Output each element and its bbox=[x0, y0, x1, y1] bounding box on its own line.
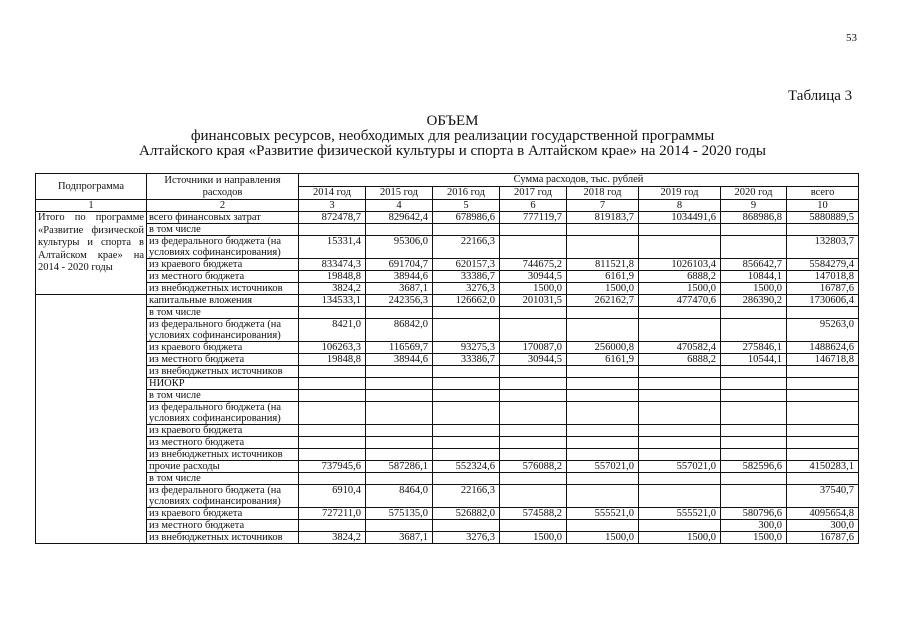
value-cell: 3824,2 bbox=[299, 532, 366, 544]
value-cell bbox=[639, 485, 721, 508]
value-cell: 620157,3 bbox=[433, 259, 500, 271]
value-cell bbox=[366, 366, 433, 378]
value-cell: 5880889,5 bbox=[787, 212, 859, 224]
value-cell: 3687,1 bbox=[366, 283, 433, 295]
value-cell bbox=[433, 378, 500, 390]
value-cell bbox=[299, 366, 366, 378]
table-row bbox=[36, 354, 859, 366]
value-cell: 1500,0 bbox=[567, 283, 639, 295]
value-cell bbox=[433, 473, 500, 485]
source-label: из местного бюджета bbox=[147, 437, 299, 449]
value-cell bbox=[567, 449, 639, 461]
table-row bbox=[36, 212, 859, 224]
value-cell: 737945,6 bbox=[299, 461, 366, 473]
source-label: НИОКР bbox=[147, 378, 299, 390]
value-cell: 10544,1 bbox=[721, 354, 787, 366]
value-cell bbox=[721, 378, 787, 390]
value-cell: 132803,7 bbox=[787, 236, 859, 259]
value-cell bbox=[433, 402, 500, 425]
value-cell: 582596,6 bbox=[721, 461, 787, 473]
value-cell bbox=[433, 437, 500, 449]
value-cell bbox=[567, 425, 639, 437]
value-cell: 1488624,6 bbox=[787, 342, 859, 354]
value-cell: 33386,7 bbox=[433, 271, 500, 283]
column-index: 1 bbox=[36, 200, 147, 212]
column-index: 5 bbox=[433, 200, 500, 212]
value-cell: 300,0 bbox=[787, 520, 859, 532]
value-cell bbox=[299, 520, 366, 532]
page-number: 53 bbox=[846, 32, 857, 44]
title-line-2: финансовых ресурсов, необходимых для реализации государственной программы bbox=[190, 128, 715, 144]
column-index: 4 bbox=[366, 200, 433, 212]
value-cell bbox=[366, 307, 433, 319]
value-cell: 574588,2 bbox=[500, 508, 567, 520]
value-cell: 95306,0 bbox=[366, 236, 433, 259]
value-cell bbox=[500, 473, 567, 485]
value-cell: 811521,8 bbox=[567, 259, 639, 271]
column-index: 7 bbox=[567, 200, 639, 212]
table-row bbox=[36, 366, 859, 378]
value-cell bbox=[366, 425, 433, 437]
year-header: 2019 год bbox=[639, 187, 721, 200]
value-cell: 691704,7 bbox=[366, 259, 433, 271]
value-cell bbox=[721, 366, 787, 378]
value-cell bbox=[639, 390, 721, 402]
value-cell: 6161,9 bbox=[567, 354, 639, 366]
table-row bbox=[36, 378, 859, 390]
value-cell: 1500,0 bbox=[721, 532, 787, 544]
source-label: из федерального бюджета (на условиях софинансирования) bbox=[147, 485, 299, 508]
value-cell bbox=[721, 485, 787, 508]
value-cell bbox=[567, 390, 639, 402]
value-cell: 106263,3 bbox=[299, 342, 366, 354]
document-title bbox=[0, 114, 905, 159]
source-label: в том числе bbox=[147, 224, 299, 236]
value-cell bbox=[433, 449, 500, 461]
value-cell bbox=[721, 390, 787, 402]
value-cell bbox=[787, 449, 859, 461]
value-cell bbox=[639, 224, 721, 236]
value-cell bbox=[500, 520, 567, 532]
value-cell bbox=[567, 224, 639, 236]
value-cell bbox=[500, 425, 567, 437]
value-cell: 1500,0 bbox=[500, 283, 567, 295]
value-cell: 170087,0 bbox=[500, 342, 567, 354]
value-cell bbox=[787, 366, 859, 378]
year-header: 2016 год bbox=[433, 187, 500, 200]
column-index: 6 bbox=[500, 200, 567, 212]
value-cell bbox=[567, 485, 639, 508]
value-cell: 19848,8 bbox=[299, 354, 366, 366]
value-cell bbox=[299, 307, 366, 319]
table-row bbox=[36, 437, 859, 449]
source-label: из внебюджетных источников bbox=[147, 283, 299, 295]
table-row bbox=[36, 259, 859, 271]
value-cell: 1500,0 bbox=[721, 283, 787, 295]
table-row bbox=[36, 508, 859, 520]
year-header: 2015 год bbox=[366, 187, 433, 200]
value-cell: 833474,3 bbox=[299, 259, 366, 271]
year-header: 2014 год bbox=[299, 187, 366, 200]
value-cell: 6910,4 bbox=[299, 485, 366, 508]
value-cell bbox=[721, 425, 787, 437]
value-cell: 868986,8 bbox=[721, 212, 787, 224]
value-cell: 744675,2 bbox=[500, 259, 567, 271]
source-label: из внебюджетных источников bbox=[147, 532, 299, 544]
value-cell: 1026103,4 bbox=[639, 259, 721, 271]
value-cell bbox=[500, 307, 567, 319]
value-cell: 30944,5 bbox=[500, 354, 567, 366]
value-cell bbox=[299, 425, 366, 437]
value-cell bbox=[366, 378, 433, 390]
value-cell: 10844,1 bbox=[721, 271, 787, 283]
value-cell: 856642,7 bbox=[721, 259, 787, 271]
source-label: из местного бюджета bbox=[147, 520, 299, 532]
value-cell bbox=[433, 319, 500, 342]
source-label: в том числе bbox=[147, 390, 299, 402]
title-line-1: ОБЪЕМ bbox=[426, 113, 479, 129]
value-cell: 555521,0 bbox=[567, 508, 639, 520]
value-cell: 15331,4 bbox=[299, 236, 366, 259]
source-label: из краевого бюджета bbox=[147, 259, 299, 271]
column-index-row bbox=[36, 200, 859, 212]
value-cell bbox=[500, 366, 567, 378]
value-cell bbox=[500, 437, 567, 449]
value-cell bbox=[433, 425, 500, 437]
value-cell bbox=[639, 425, 721, 437]
value-cell bbox=[500, 390, 567, 402]
value-cell: 872478,7 bbox=[299, 212, 366, 224]
value-cell: 3824,2 bbox=[299, 283, 366, 295]
value-cell bbox=[787, 402, 859, 425]
value-cell: 1500,0 bbox=[500, 532, 567, 544]
source-label: из федерального бюджета (на условиях софинансирования) bbox=[147, 402, 299, 425]
value-cell: 6888,2 bbox=[639, 271, 721, 283]
year-header: 2017 год bbox=[500, 187, 567, 200]
year-header: 2020 год bbox=[721, 187, 787, 200]
value-cell bbox=[721, 307, 787, 319]
value-cell: 38944,6 bbox=[366, 271, 433, 283]
value-cell: 5584279,4 bbox=[787, 259, 859, 271]
value-cell bbox=[567, 307, 639, 319]
table-row bbox=[36, 283, 859, 295]
value-cell: 16787,6 bbox=[787, 532, 859, 544]
source-label: из внебюджетных источников bbox=[147, 366, 299, 378]
value-cell bbox=[721, 437, 787, 449]
source-label: из краевого бюджета bbox=[147, 508, 299, 520]
table-row bbox=[36, 402, 859, 425]
value-cell: 300,0 bbox=[721, 520, 787, 532]
value-cell bbox=[721, 473, 787, 485]
value-cell: 19848,8 bbox=[299, 271, 366, 283]
value-cell: 819183,7 bbox=[567, 212, 639, 224]
value-cell bbox=[433, 390, 500, 402]
value-cell bbox=[721, 236, 787, 259]
table-row bbox=[36, 425, 859, 437]
value-cell: 1730606,4 bbox=[787, 295, 859, 307]
table-row bbox=[36, 461, 859, 473]
value-cell bbox=[500, 378, 567, 390]
value-cell: 4095654,8 bbox=[787, 508, 859, 520]
value-cell: 575135,0 bbox=[366, 508, 433, 520]
value-cell: 30944,5 bbox=[500, 271, 567, 283]
value-cell bbox=[433, 224, 500, 236]
column-index: 2 bbox=[147, 200, 299, 212]
value-cell: 8421,0 bbox=[299, 319, 366, 342]
value-cell: 3687,1 bbox=[366, 532, 433, 544]
value-cell bbox=[639, 473, 721, 485]
source-label: из федерального бюджета (на условиях софинансирования) bbox=[147, 319, 299, 342]
value-cell: 242356,3 bbox=[366, 295, 433, 307]
table-row bbox=[36, 532, 859, 544]
value-cell bbox=[639, 366, 721, 378]
header-sum: Сумма расходов, тыс. рублей bbox=[299, 174, 859, 187]
value-cell: 126662,0 bbox=[433, 295, 500, 307]
value-cell bbox=[567, 236, 639, 259]
table-row bbox=[36, 520, 859, 532]
subprogram-cell: Итого по программе «Развитие физической культуры и спорта в Алтайском крае» на 2014 - 2020 годы bbox=[36, 212, 147, 295]
value-cell bbox=[639, 236, 721, 259]
table-row bbox=[36, 307, 859, 319]
value-cell bbox=[639, 378, 721, 390]
year-header: 2018 год bbox=[567, 187, 639, 200]
value-cell: 146718,8 bbox=[787, 354, 859, 366]
value-cell: 576088,2 bbox=[500, 461, 567, 473]
column-index: 9 bbox=[721, 200, 787, 212]
value-cell: 3276,3 bbox=[433, 532, 500, 544]
value-cell bbox=[500, 319, 567, 342]
value-cell bbox=[639, 319, 721, 342]
value-cell: 22166,3 bbox=[433, 236, 500, 259]
value-cell bbox=[299, 224, 366, 236]
source-label: из местного бюджета bbox=[147, 271, 299, 283]
source-label: капитальные вложения bbox=[147, 295, 299, 307]
budget-table bbox=[35, 173, 859, 544]
value-cell: 526882,0 bbox=[433, 508, 500, 520]
year-header: всего bbox=[787, 187, 859, 200]
column-index: 10 bbox=[787, 200, 859, 212]
value-cell: 829642,4 bbox=[366, 212, 433, 224]
source-label: из федерального бюджета (на условиях софинансирования) bbox=[147, 236, 299, 259]
value-cell bbox=[500, 485, 567, 508]
source-label: из краевого бюджета bbox=[147, 342, 299, 354]
value-cell: 86842,0 bbox=[366, 319, 433, 342]
value-cell bbox=[299, 437, 366, 449]
column-index: 3 bbox=[299, 200, 366, 212]
value-cell: 275846,1 bbox=[721, 342, 787, 354]
value-cell bbox=[366, 402, 433, 425]
header-row bbox=[36, 174, 859, 187]
value-cell bbox=[366, 390, 433, 402]
value-cell bbox=[433, 307, 500, 319]
value-cell: 93275,3 bbox=[433, 342, 500, 354]
value-cell bbox=[433, 366, 500, 378]
source-label: прочие расходы bbox=[147, 461, 299, 473]
value-cell bbox=[500, 236, 567, 259]
table-row bbox=[36, 449, 859, 461]
source-label: в том числе bbox=[147, 307, 299, 319]
value-cell: 262162,7 bbox=[567, 295, 639, 307]
value-cell: 1500,0 bbox=[639, 283, 721, 295]
value-cell: 1500,0 bbox=[639, 532, 721, 544]
value-cell bbox=[639, 307, 721, 319]
value-cell: 116569,7 bbox=[366, 342, 433, 354]
value-cell: 33386,7 bbox=[433, 354, 500, 366]
value-cell: 557021,0 bbox=[567, 461, 639, 473]
value-cell: 147018,8 bbox=[787, 271, 859, 283]
value-cell: 37540,7 bbox=[787, 485, 859, 508]
value-cell bbox=[567, 319, 639, 342]
value-cell: 256000,8 bbox=[567, 342, 639, 354]
value-cell bbox=[787, 307, 859, 319]
value-cell bbox=[500, 224, 567, 236]
value-cell: 587286,1 bbox=[366, 461, 433, 473]
value-cell: 727211,0 bbox=[299, 508, 366, 520]
value-cell bbox=[299, 402, 366, 425]
value-cell bbox=[787, 378, 859, 390]
budget-table-body bbox=[36, 174, 859, 544]
value-cell bbox=[567, 402, 639, 425]
table-row bbox=[36, 473, 859, 485]
table-row bbox=[36, 390, 859, 402]
value-cell: 557021,0 bbox=[639, 461, 721, 473]
value-cell: 95263,0 bbox=[787, 319, 859, 342]
subprogram-cell-empty bbox=[36, 295, 147, 544]
value-cell bbox=[366, 473, 433, 485]
source-label: в том числе bbox=[147, 473, 299, 485]
header-subprogram: Подпрограмма bbox=[36, 174, 147, 200]
value-cell: 6161,9 bbox=[567, 271, 639, 283]
value-cell bbox=[366, 520, 433, 532]
value-cell bbox=[433, 520, 500, 532]
value-cell bbox=[787, 473, 859, 485]
title-line-3: Алтайского края «Развитие физической культуры и спорта в Алтайском крае» на 2014 - 2020 годы bbox=[139, 143, 766, 159]
value-cell bbox=[500, 402, 567, 425]
value-cell: 580796,6 bbox=[721, 508, 787, 520]
value-cell: 6888,2 bbox=[639, 354, 721, 366]
value-cell: 22166,3 bbox=[433, 485, 500, 508]
value-cell bbox=[639, 520, 721, 532]
value-cell bbox=[721, 319, 787, 342]
value-cell bbox=[366, 449, 433, 461]
value-cell bbox=[567, 520, 639, 532]
value-cell bbox=[299, 473, 366, 485]
table-label: Таблица 3 bbox=[788, 88, 853, 104]
table-row bbox=[36, 236, 859, 259]
value-cell bbox=[567, 378, 639, 390]
table-row bbox=[36, 485, 859, 508]
value-cell bbox=[639, 437, 721, 449]
value-cell bbox=[787, 390, 859, 402]
value-cell bbox=[721, 224, 787, 236]
value-cell bbox=[299, 378, 366, 390]
value-cell bbox=[639, 402, 721, 425]
value-cell bbox=[787, 425, 859, 437]
value-cell: 8464,0 bbox=[366, 485, 433, 508]
source-label: из местного бюджета bbox=[147, 354, 299, 366]
table-row bbox=[36, 271, 859, 283]
value-cell bbox=[567, 437, 639, 449]
header-sources: Источники и направления расходов bbox=[147, 174, 299, 200]
source-label: всего финансовых затрат bbox=[147, 212, 299, 224]
value-cell: 16787,6 bbox=[787, 283, 859, 295]
value-cell bbox=[366, 224, 433, 236]
value-cell bbox=[721, 449, 787, 461]
value-cell: 38944,6 bbox=[366, 354, 433, 366]
value-cell bbox=[639, 449, 721, 461]
column-index: 8 bbox=[639, 200, 721, 212]
value-cell: 552324,6 bbox=[433, 461, 500, 473]
value-cell bbox=[721, 402, 787, 425]
value-cell bbox=[366, 437, 433, 449]
source-label: из внебюджетных источников bbox=[147, 449, 299, 461]
value-cell: 134533,1 bbox=[299, 295, 366, 307]
value-cell: 1034491,6 bbox=[639, 212, 721, 224]
value-cell: 777119,7 bbox=[500, 212, 567, 224]
table-row bbox=[36, 295, 859, 307]
value-cell bbox=[567, 366, 639, 378]
value-cell: 286390,2 bbox=[721, 295, 787, 307]
value-cell: 201031,5 bbox=[500, 295, 567, 307]
value-cell bbox=[500, 449, 567, 461]
table-row bbox=[36, 224, 859, 236]
value-cell: 1500,0 bbox=[567, 532, 639, 544]
value-cell bbox=[787, 437, 859, 449]
value-cell: 3276,3 bbox=[433, 283, 500, 295]
source-label: из краевого бюджета bbox=[147, 425, 299, 437]
table-row bbox=[36, 342, 859, 354]
value-cell bbox=[299, 449, 366, 461]
value-cell: 470582,4 bbox=[639, 342, 721, 354]
value-cell bbox=[787, 224, 859, 236]
value-cell bbox=[299, 390, 366, 402]
table-row bbox=[36, 319, 859, 342]
value-cell bbox=[567, 473, 639, 485]
value-cell: 555521,0 bbox=[639, 508, 721, 520]
value-cell: 4150283,1 bbox=[787, 461, 859, 473]
value-cell: 678986,6 bbox=[433, 212, 500, 224]
value-cell: 477470,6 bbox=[639, 295, 721, 307]
